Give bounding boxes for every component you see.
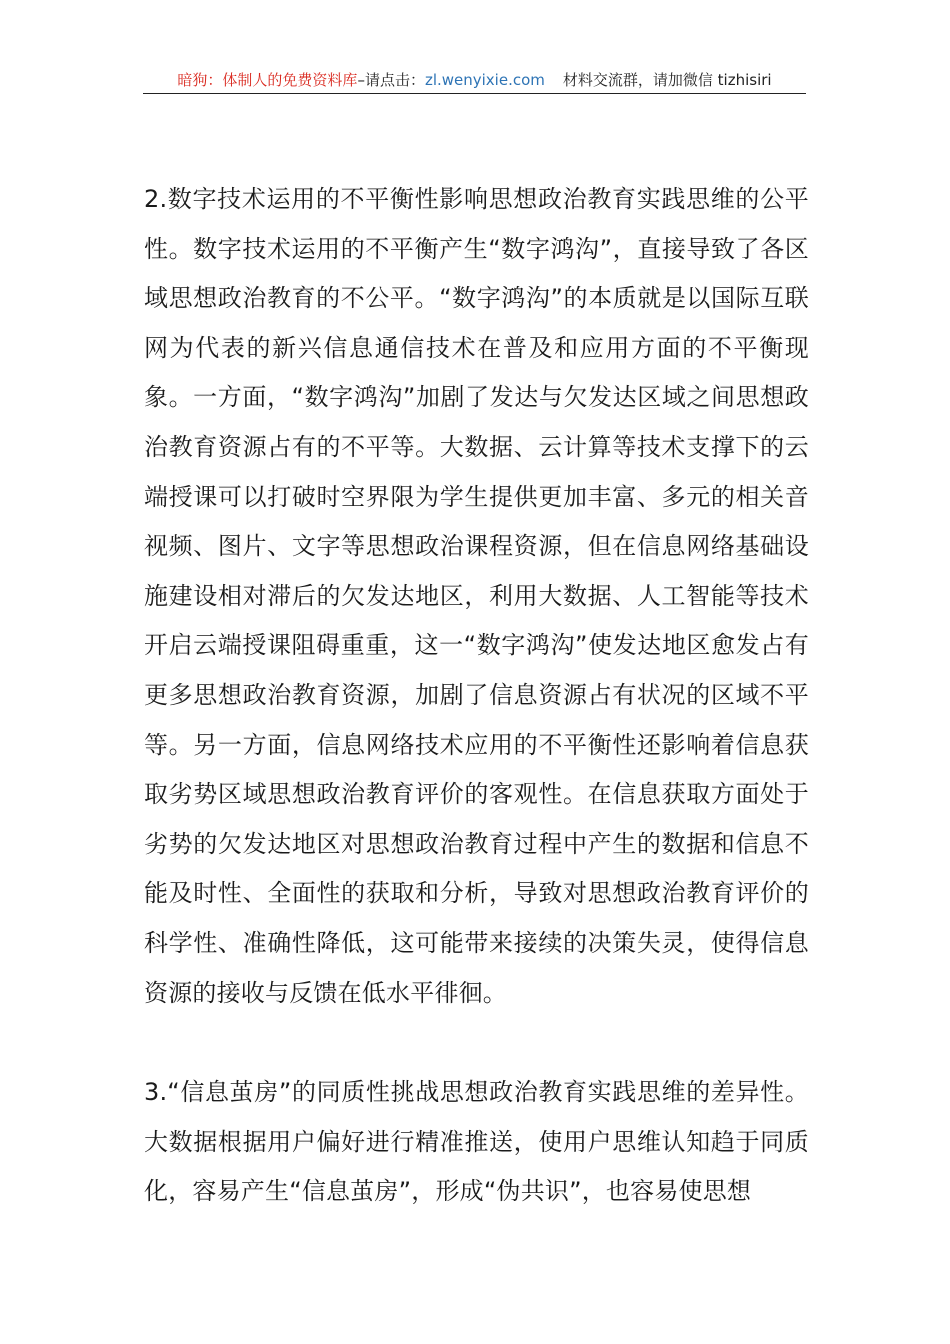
header-click-prefix: –请点击： xyxy=(357,71,425,89)
header-url-link[interactable]: zl.wenyixie.com xyxy=(424,70,545,89)
header-contact: 材料交流群，请加微信 tizhisiri xyxy=(562,71,772,89)
paragraph-digital-divide: 2.数字技术运用的不平衡性影响思想政治教育实践思维的公平性。数字技术运用的不平衡产生“数字鸿沟”，直接导致了各区域思想政治教育的不公平。“数字鸿沟”的本质就是以国际互联网为代表的新兴信息通信技术在普及和应用方面的不平衡现象。一方面，“数字鸿沟”加剧了发达与欠发达区域之间思想政治教育资源占有的不平等。大数据、云计算等技术支撑下的云端授课可以打破时空界限为学生提供更加丰富、多元的相关音视频、图片、文字等思想政治课程资源，但在信息网络基础设施建设相对滞后的欠发达地区，利用大数据、人工智能等技术开启云端授课阻碍重重，这一“数字鸿沟”使发达地区愈发占有更多思想政治教育资源，加剧了信息资源占有状况的区域不平等。另一方面，信息网络技术应用的不平衡性还影响着信息获取劣势区域思想政治教育评价的客观性。在信息获取方面处于劣势的欠发达地区对思想政治教育过程中产生的数据和信息不能及时性、全面性的获取和分析，导致对思想政治教育评价的科学性、准确性降低，这可能带来接续的决策失灵，使得信息资源的接收与反馈在低水平徘徊。 xyxy=(144,185,809,1007)
document-body xyxy=(144,175,809,1217)
header-brand: 暗狗：体制人的免费资料库 xyxy=(177,71,358,89)
page-header xyxy=(143,68,806,94)
paragraph-information-cocoon: 3.“信息茧房”的同质性挑战思想政治教育实践思维的差异性。大数据根据用户偏好进行精准推送，使用户思维认知趋于同质化，容易产生“信息茧房”，形成“伪共识”，也容易使思想 xyxy=(144,1078,809,1206)
